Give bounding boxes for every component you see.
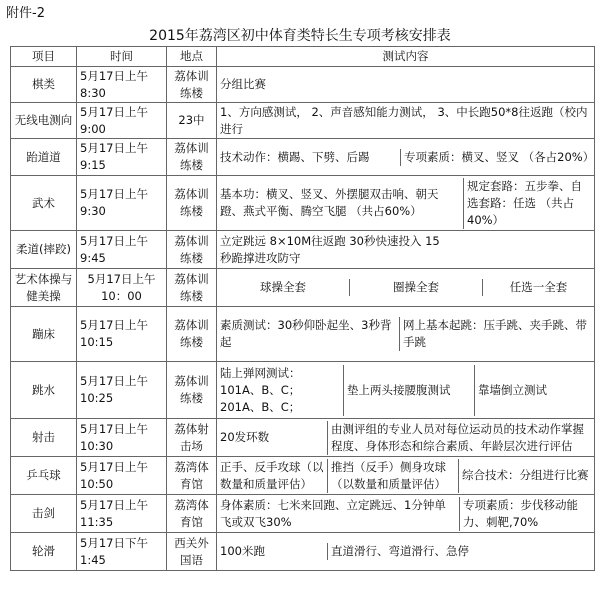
content-split: [217, 317, 594, 351]
item-cell: 跳水: [11, 362, 77, 419]
place-cell: 西关外国语: [167, 533, 217, 571]
table-row: [11, 419, 595, 457]
content-split: [217, 497, 594, 531]
time-cell: 5月17日上午 10：00: [77, 269, 167, 307]
content-part: 技术动作：横踢、下劈、后踢: [220, 149, 370, 164]
time-cell: 5月17日上午 9:30: [77, 176, 167, 231]
time-cell: 5月17日上午 10:50: [77, 457, 167, 495]
content-part: 20发环数: [220, 430, 270, 444]
table-row: [11, 362, 595, 419]
item-cell: 射击: [11, 419, 77, 457]
schedule-table: [10, 46, 595, 571]
table-row: [11, 269, 595, 307]
table-row: [11, 139, 595, 176]
item-cell: 武术: [11, 176, 77, 231]
time-cell: 5月17日上午 9:45: [77, 231, 167, 269]
content-part: 推挡（反手）侧身攻球（以数量和质量评估）: [328, 459, 459, 493]
content-cell: [217, 419, 595, 457]
header-time: 时间: [77, 47, 167, 67]
content-cell: 立定跳远 8×10M往返跑 30秒快速投入 15秒跪撑进攻防守: [217, 231, 595, 269]
table-row: [11, 231, 595, 269]
content-part: 素质测试：30秒仰卧起坐、3秒背起: [220, 318, 392, 349]
table-row: [11, 307, 595, 362]
place-cell: 荔湾体育馆: [167, 457, 217, 495]
content-part: 网上基本起跳：压手跳、夹手跳、带手跳: [400, 317, 595, 351]
place-cell: 荔体射击场: [167, 419, 217, 457]
content-split: [217, 543, 594, 560]
table-row: [11, 103, 595, 139]
content-split: [217, 178, 594, 229]
table-row: [11, 67, 595, 103]
item-cell: 击剑: [11, 495, 77, 533]
place-cell: 荔体训练楼: [167, 231, 217, 269]
content-cell: [217, 176, 595, 231]
place-cell: 荔体训练楼: [167, 307, 217, 362]
content-part: 100米跑: [220, 544, 265, 558]
time-cell: 5月17日上午 11:35: [77, 495, 167, 533]
content-part: 由测评组的专业人员对每位运动员的技术动作掌握程度、身体形态和综合素质、年龄层次进行评估: [328, 421, 595, 455]
content-cell: 1、方向感测试， 2、声音感知能力测试， 3、中长跑50*8往返跑（校内进行: [217, 103, 595, 139]
place-cell: 荔体训练楼: [167, 269, 217, 307]
header-row: [11, 47, 595, 67]
place-cell: 荔体训练楼: [167, 67, 217, 103]
place-cell: 荔体训练楼: [167, 176, 217, 231]
content-part: 正手、反手攻球（以数量和质量评估）: [220, 459, 324, 491]
table-row: [11, 533, 595, 571]
time-cell: 5月17日上午 8:30: [77, 67, 167, 103]
item-cell: 柔道(摔跤): [11, 231, 77, 269]
content-part: 靠墙倒立测试: [475, 365, 595, 416]
item-cell: 轮滑: [11, 533, 77, 571]
content-cell: [217, 362, 595, 419]
content-cell: [217, 269, 595, 307]
content-part: 专项素质：步伐移动能力、刺靶,70%: [460, 497, 595, 531]
item-cell: 蹦床: [11, 307, 77, 362]
item-cell: 艺术体操与健美操: [11, 269, 77, 307]
time-cell: 5月17日下午 1:45: [77, 533, 167, 571]
content-split: [217, 365, 594, 416]
table-row: [11, 495, 595, 533]
content-split: [217, 279, 594, 296]
content-cell: [217, 307, 595, 362]
content-cell: [217, 495, 595, 533]
content-part: 任选一全套: [483, 279, 595, 296]
content-part: 直道滑行、弯道滑行、急停: [328, 543, 595, 560]
content-cell: [217, 457, 595, 495]
time-cell: 5月17日上午 9:00: [77, 103, 167, 139]
place-cell: 荔体训练楼: [167, 362, 217, 419]
time-cell: 5月17日上午 10:25: [77, 362, 167, 419]
content-split: [217, 421, 594, 455]
content-part: 身体素质：七米来回跑、立定跳远、1分钟单飞或双飞30%: [220, 497, 446, 529]
time-cell: 5月17日上午 9:15: [77, 139, 167, 176]
place-cell: 荔湾体育馆: [167, 495, 217, 533]
header-item: 项目: [11, 47, 77, 67]
item-cell: 无线电测向: [11, 103, 77, 139]
content-cell: [217, 533, 595, 571]
attachment-label: 附件-2: [6, 6, 45, 21]
item-cell: 跆道道: [11, 139, 77, 176]
item-cell: 棋类: [11, 67, 77, 103]
content-split: [217, 459, 594, 493]
header-content: 测试内容: [217, 47, 595, 67]
content-cell: [217, 139, 595, 176]
time-cell: 5月17日上午 10:15: [77, 307, 167, 362]
header-place: 地点: [167, 47, 217, 67]
place-cell: 23中: [167, 103, 217, 139]
content-part: 圈操全套: [350, 279, 483, 296]
time-cell: 5月17日上午 10:30: [77, 419, 167, 457]
content-part: 综合技术：分组进行比赛: [459, 459, 595, 493]
content-part: 球操全套: [260, 280, 306, 294]
place-cell: 荔体训练楼: [167, 139, 217, 176]
content-part: 基本功：横叉、竖叉、外摆腿双击响、朝天蹬、燕式平衡、腾空飞腿 （共占60%）: [220, 187, 439, 218]
content-part: 垫上两头接腰腹测试: [344, 365, 475, 416]
table-row: [11, 457, 595, 495]
content-part: 专项素质：横叉、竖叉 （各占20%）: [401, 149, 595, 166]
content-split: [217, 149, 594, 166]
content-part: 规定套路：五步拳、自选套路：任选 （共占40%）: [464, 178, 595, 229]
content-part: 陆上弹网测试：101A、B、C； 201A、B、C；: [220, 365, 301, 414]
table-row: [11, 176, 595, 231]
item-cell: 乒乓球: [11, 457, 77, 495]
page-title: 2015年荔湾区初中体育类特长生专项考核安排表: [149, 28, 451, 44]
content-cell: 分组比赛: [217, 67, 595, 103]
